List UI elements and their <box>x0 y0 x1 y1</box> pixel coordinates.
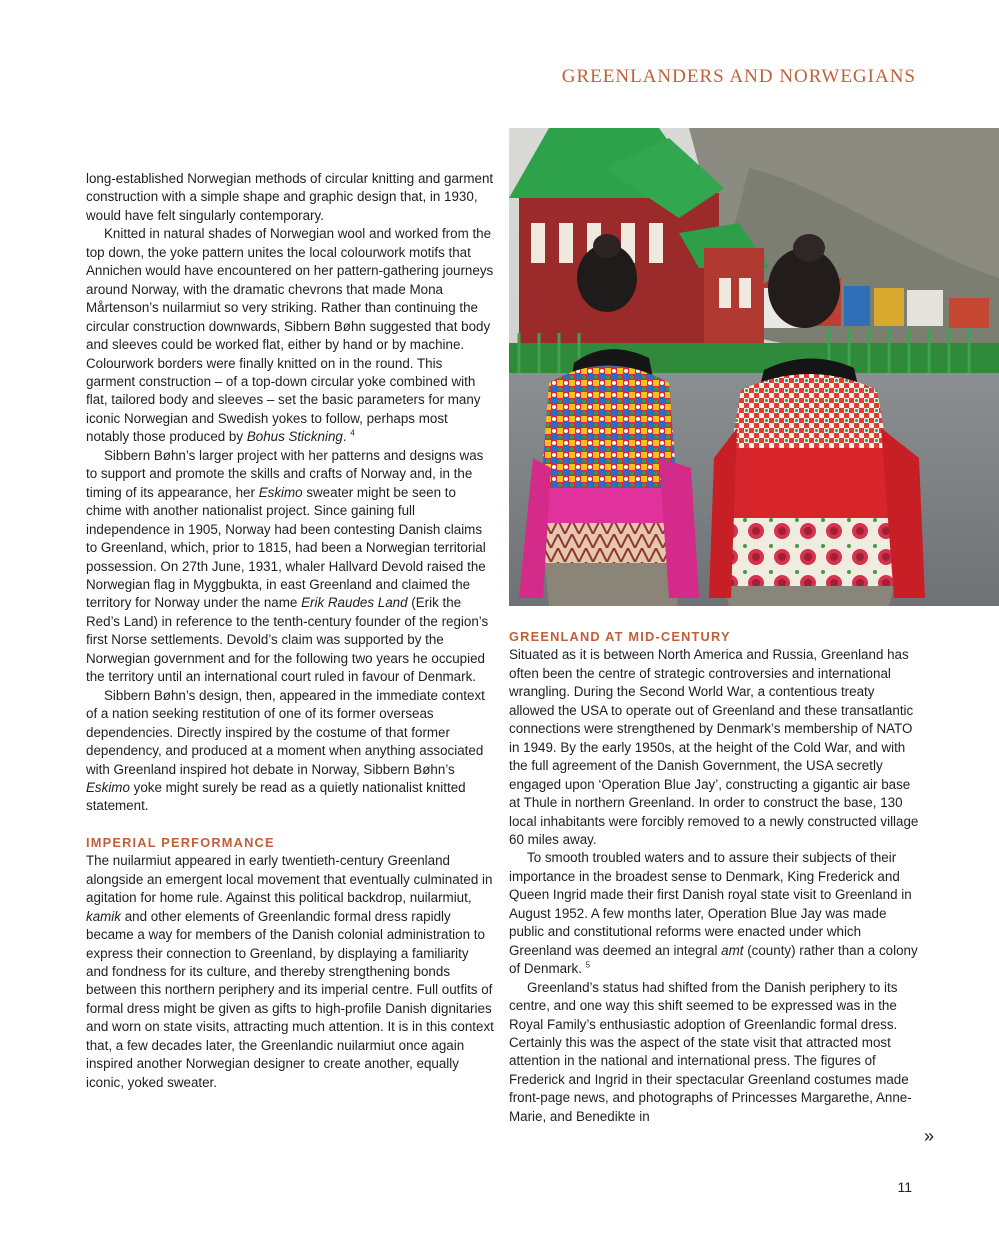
footnote-ref[interactable]: 4 <box>350 428 355 438</box>
paragraph: Situated as it is between North America and Russia, Greenland has often been the centre of strategic controversies and international wrangling. During the Second World War, a contentious treaty allowed the USA to operate out of Greenland and these transatlantic connections were strengthened by Denmark’s membership of NATO in 1949. By the early 1950s, at the height of the Cold War, and with the full agreement of the Danish Government, the USA secretly engaged upon ‘Operation Blue Jay’, constructing a gigantic air base at Thule in northern Greenland. In order to construct the base, 130 local inhabitants were forcibly removed to a newly constructed village 60 miles away. <box>509 647 919 847</box>
paragraph: long-established Norwegian methods of circular knitting and garment construction with a simple shape and graphic design that, in 1930, would have felt singularly contemporary. <box>86 171 494 223</box>
running-head: GREENLANDERS AND NORWEGIANS <box>561 66 916 87</box>
continue-arrow-icon: » <box>924 1126 935 1146</box>
photo <box>509 128 999 606</box>
paragraph: Knitted in natural shades of Norwegian wool and worked from the top down, the yoke pattern unites the local colourwork motifs that Annichen would have encountered on her pattern-gathering journeys around Norway, with the dramatic chevrons that made Mona Mårtenson’s nuilarmiut so very striking. Rather than continuing the circular construction downwards, Sibbern Bøhn suggested that body and sleeves could be worked flat, either by hand or by machine. Colourwork borders were finally knitted on in the round. This garment construction – of a top-down circular yoke combined with flat, tailored body and sleeves – set the basic parameters for many iconic Norwegian and Swedish yokes to follow, perhaps most notably those produced by Bohus Stickning. $^4$ <box>86 226 494 445</box>
paragraph: The nuilarmiut appeared in early twentieth-century Greenland alongside an emergent local movement that eventually culminated in agitation for home rule. Against this political backdrop, nuilarmiut, kamik and other elements of Greenlandic formal dress rapidly became a way for members of the Danish colonial administration to express their connection to Greenland, by displaying a familiarity and fondness for its culture, and thereby strengthening bonds between this northern periphery and its imperial centre. Full outfits of formal dress might be given as gifts to high-profile Danish dignitaries and worn on state visits, attracting much attention. It is in this context that, a few decades later, the Greenlandic nuilarmiut once again inspired another Norwegian designer to create another, equally iconic, yoked sweater. <box>86 853 494 1090</box>
paragraph: Sibbern Bøhn’s design, then, appeared in the immediate context of a nation seeking restitution of one of its former overseas dependencies. Directly inspired by the costume of that former dependency, and produced at a moment when anything associated with Greenland inspired hot debate in Norway, Sibbern Bøhn’s Eskimo yoke might surely be read as a quietly nationalist knitted statement. <box>86 687 485 814</box>
paragraph: To smooth troubled waters and to assure their subjects of their importance in the broadest sense to Denmark, King Frederick and Queen Ingrid made their first Danish royal state visit to Greenland in August 1952. A few months later, Operation Blue Jay was made public and constitutional reforms were enacted under which Greenland was deemed an integral amt (county) rather than a colony of Denmark. $^5$ <box>509 850 918 977</box>
paragraph: Greenland’s status had shifted from the Danish periphery to its centre, and one way this shift seemed to be expressed was in the Royal Family’s enthusiastic adoption of Greenlandic formal dress. Certainly this was the aspect of the state visit that attracted most attention in the national and international press. The figures of Frederick and Ingrid in their spectacular Greenland costumes made front-page news, and photographs of Princesses Margarethe, Anne-Marie, and Benedikte in <box>509 979 912 1124</box>
page-number: 11 <box>897 1179 912 1195</box>
section-heading: GREENLAND AT MID-CENTURY <box>509 629 731 644</box>
section-heading: IMPERIAL PERFORMANCE <box>86 834 275 850</box>
left-column <box>86 170 494 1092</box>
footnote-ref[interactable]: 5 <box>585 960 591 970</box>
right-column <box>509 628 921 1126</box>
paragraph: Sibbern Bøhn’s larger project with her patterns and designs was to support and promote the skills and crafts of Norway and, in the timing of its appearance, her Eskimo sweater might be seen to chime with another nationalist project. Since gaining full independence in 1905, Norway had been contesting Danish claims to Greenland, which, prior to 1815, had been a Norwegian territorial possession. On 27th June, 1931, whaler Hallvard Devold raised the Norwegian flag in Myggbukta, in east Greenland and claimed the territory for Norway under the name Erik Raudes Land (Erik the Red’s Land) in reference to the tenth-century founder of the region’s first Norse settlements. Devold’s claim was supported by the Norwegian government and for the following two years he occupied the territory until an international court ruled in favour of Denmark. <box>86 447 489 685</box>
